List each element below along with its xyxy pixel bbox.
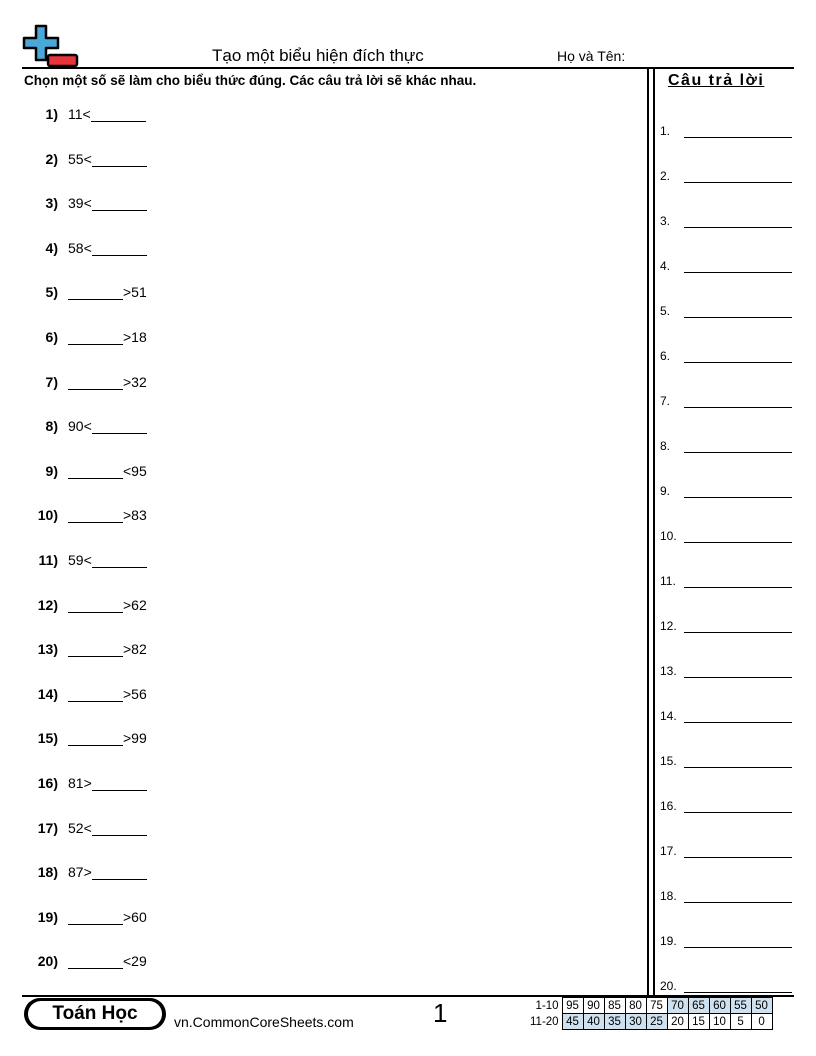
question-expression [68,283,147,300]
expression-text: >32 [123,373,147,390]
expression-text: 11< [68,106,91,122]
score-cell: 55 [730,998,751,1014]
expression-text: >82 [123,641,147,658]
score-row [528,1014,772,1030]
answer-key-line[interactable] [684,798,792,813]
answer-key-item [660,165,792,183]
answer-key-line[interactable] [684,483,792,498]
score-cell: 40 [583,1014,604,1030]
question-item [24,412,147,434]
question-expression [68,551,147,568]
question-item [24,278,147,300]
question-number: 14) [37,685,58,702]
score-cell: 45 [562,1014,583,1030]
answer-blank[interactable] [92,863,147,880]
answer-blank[interactable] [68,373,123,390]
answer-key-line[interactable] [684,303,792,318]
question-number: 8) [45,418,58,435]
answer-key-line[interactable] [684,168,792,183]
expression-text: 58< [68,239,92,256]
answer-key-item [660,795,792,813]
answer-key-number: 14. [660,709,677,723]
question-item [24,903,147,925]
question-item [24,724,147,746]
expression-text: >83 [123,507,147,524]
answer-key-number: 20. [660,979,677,993]
expression-text: >62 [123,596,147,613]
question-item [24,814,147,836]
answer-key-item [660,840,792,858]
answer-key-number: 17. [660,844,677,858]
question-expression [68,774,147,791]
answer-key-line[interactable] [684,663,792,678]
question-expression [68,729,147,746]
score-cell: 85 [604,998,625,1014]
answer-key-line[interactable] [684,123,792,138]
score-row-label: 11-20 [530,1015,559,1028]
answer-blank[interactable] [92,239,147,256]
answer-key-number: 4. [660,259,671,273]
answer-key-line[interactable] [684,933,792,948]
answer-key-item [660,255,792,273]
answer-key-item [660,570,792,588]
expression-text: <95 [123,462,147,479]
answer-key-line[interactable] [684,438,792,453]
answer-key-line[interactable] [684,348,792,363]
question-item [24,769,147,791]
answer-key-line[interactable] [684,213,792,228]
answer-blank[interactable] [92,150,147,167]
question-expression [68,863,147,880]
expression-text: 81> [68,775,92,791]
answer-blank[interactable] [91,105,146,122]
answer-key-number: 9. [660,484,671,498]
answer-key-line[interactable] [684,393,792,408]
expression-text: 59< [68,552,92,568]
site-url: vn.CommonCoreSheets.com [174,1014,354,1030]
answer-key-line[interactable] [684,258,792,273]
page-number: 1 [433,998,448,1028]
question-expression [68,462,147,479]
question-expression [68,952,147,969]
score-cell: 80 [625,998,646,1014]
score-cell: 10 [709,1014,730,1030]
expression-text: >99 [123,730,147,747]
answer-key-number: 8. [660,439,671,453]
answer-blank[interactable] [68,685,123,702]
answer-key-number: 13. [660,664,677,678]
expression-text: 52< [68,819,92,836]
question-number: 4) [45,239,58,256]
answer-key-item [660,885,792,903]
answer-blank[interactable] [68,283,123,300]
answer-key-item [660,705,792,723]
answer-key-line[interactable] [684,573,792,588]
answer-key-item [660,750,792,768]
score-cell: 35 [604,1014,625,1030]
question-expression [68,596,147,613]
question-number: 16) [37,775,58,791]
answer-key-item [660,345,792,363]
answer-key-item [660,120,792,138]
answer-blank[interactable] [92,417,147,434]
question-item [24,858,147,880]
score-cell: 25 [646,1014,667,1030]
answer-blank[interactable] [68,506,123,523]
answer-key-line[interactable] [684,843,792,858]
question-item [24,947,147,969]
question-expression [68,685,147,702]
question-expression [68,506,147,523]
answer-key-item [660,390,792,408]
question-number: 2) [45,150,58,167]
question-item [24,457,147,479]
answer-key-line[interactable] [684,888,792,903]
name-label: Họ và Tên: [557,48,626,64]
answer-key-line[interactable] [684,618,792,633]
question-number: 15) [37,730,58,747]
worksheet-title: Tạo một biểu hiện đích thực [212,46,424,65]
question-expression [68,328,147,345]
question-expression [68,239,147,256]
answer-blank[interactable] [68,908,123,925]
answer-key-number: 1. [660,124,671,138]
answer-key-item [660,615,792,633]
answer-key-item [660,525,792,543]
brand-badge [24,998,166,1030]
answer-key-line[interactable] [684,978,792,993]
expression-text: >60 [123,908,147,925]
answer-key-item [660,660,792,678]
column-divider [647,67,655,995]
answer-key-number: 19. [660,934,677,948]
expression-text: 87> [68,864,92,881]
question-number: 11) [38,552,58,568]
answer-blank[interactable] [68,640,123,657]
score-cell: 60 [709,998,730,1014]
question-number: 12) [37,596,58,613]
question-expression [68,373,147,390]
score-cell: 15 [688,1014,709,1030]
answer-blank[interactable] [92,774,147,791]
question-number: 1) [45,106,58,122]
answer-key-item [660,930,792,948]
score-cell: 65 [688,998,709,1014]
answer-blank[interactable] [68,462,123,479]
question-item [24,189,147,211]
answer-key-line[interactable] [684,708,792,723]
header-rule [22,67,794,69]
answer-key-number: 5. [660,304,671,318]
score-row [528,998,772,1014]
expression-text: >56 [123,685,147,702]
question-number: 7) [45,373,58,390]
answer-key-number: 6. [660,349,671,363]
question-expression [68,150,147,167]
question-item [24,546,147,568]
expression-text: >18 [123,329,147,345]
question-item [24,234,147,256]
score-table [528,997,773,1030]
score-row-label: 1-10 [535,999,559,1012]
score-cell: 20 [667,1014,688,1030]
question-item [24,100,146,122]
answer-key-number: 2. [660,169,671,183]
question-number: 13) [37,641,58,658]
answer-key-number: 15. [660,754,677,768]
answer-key-number: 16. [660,799,677,813]
answer-blank[interactable] [68,596,123,613]
answer-key-item [660,435,792,453]
question-expression [68,194,147,211]
answer-blank[interactable] [68,952,123,969]
expression-text: 90< [68,418,92,435]
question-number: 3) [45,195,58,212]
question-number: 18) [37,864,58,881]
answer-blank[interactable] [68,328,123,345]
question-expression [68,417,147,434]
question-number: 5) [45,284,58,301]
score-cell: 30 [625,1014,646,1030]
question-number: 20) [37,953,58,970]
question-number: 19) [37,908,58,925]
score-cell: 70 [667,998,688,1014]
answer-blank[interactable] [92,194,147,211]
expression-text: >51 [123,284,147,301]
question-item [24,591,147,613]
question-number: 10) [37,507,58,524]
answer-key-item [660,300,792,318]
expression-text: <29 [123,953,147,970]
score-cell: 90 [583,998,604,1014]
answer-blank[interactable] [92,819,147,836]
score-cell: 95 [562,998,583,1014]
question-expression [68,105,146,122]
question-item [24,635,147,657]
question-number: 9) [45,462,58,479]
score-cell: 5 [730,1014,751,1030]
question-expression [68,908,147,925]
question-item [24,680,147,702]
question-expression [68,819,147,836]
answer-key-item [660,210,792,228]
question-item [24,145,147,167]
answer-key-number: 10. [660,529,677,543]
answer-key-item [660,480,792,498]
answer-key-number: 7. [660,394,671,408]
question-item [24,323,147,345]
expression-text: 55< [68,150,92,167]
score-cell: 50 [751,998,772,1014]
answer-key-line[interactable] [684,528,792,543]
answer-key-number: 3. [660,214,671,228]
plus-minus-logo-icon [22,24,80,68]
answer-key-number: 11. [660,574,676,588]
answer-blank[interactable] [68,729,123,746]
answer-key-number: 12. [660,619,677,633]
instructions: Chọn một số sẽ làm cho biểu thức đúng. Các câu trả lời sẽ khác nhau. [24,73,477,88]
question-number: 17) [37,819,58,836]
answer-key-item [660,975,792,993]
expression-text: 39< [68,195,92,212]
answer-key-number: 18. [660,889,677,903]
question-item [24,368,147,390]
question-item [24,501,147,523]
question-expression [68,640,147,657]
score-cell: 75 [646,998,667,1014]
answer-key-title: Câu trả lời [668,72,765,89]
answer-key-line[interactable] [684,753,792,768]
answer-blank[interactable] [92,551,147,568]
brand-label: Toán Học [28,1001,162,1027]
score-cell: 0 [751,1014,772,1030]
question-number: 6) [45,329,58,345]
